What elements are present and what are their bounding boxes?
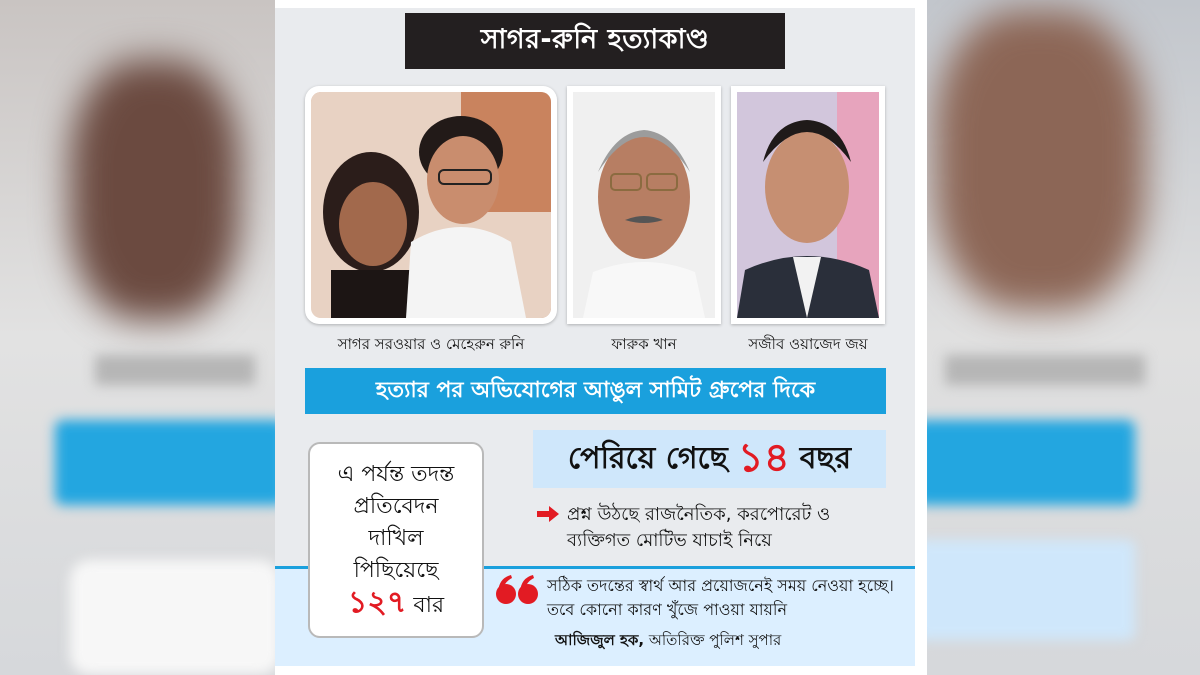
quote-speaker-name: আজিজুল হক, xyxy=(555,631,645,649)
blurred-banner xyxy=(915,420,1135,505)
stamp-line-3: দাখিল xyxy=(368,525,424,551)
summit-group-banner: হত্যার পর অভিযোগের আঙুল সামিট গ্রুপের দিকে xyxy=(305,368,886,414)
portrait-illustration xyxy=(737,92,879,318)
blurred-caption xyxy=(945,355,1145,385)
quote-mark-icon xyxy=(495,574,539,606)
years-prefix: পেরিয়ে গেছে xyxy=(567,440,728,476)
years-passed-box xyxy=(533,430,886,488)
question-note xyxy=(537,502,897,554)
photo-couple xyxy=(305,86,557,324)
years-suffix: বছর xyxy=(799,440,852,476)
couple-image xyxy=(311,92,551,318)
blurred-banner xyxy=(55,420,275,505)
portrait-illustration xyxy=(573,92,715,318)
blurred-background-right xyxy=(915,0,1200,675)
stamp-suffix: বার xyxy=(413,592,445,618)
postponed-count-stamp xyxy=(308,442,484,638)
caption-couple: সাগর সরওয়ার ও মেহেরুন রুনি xyxy=(337,335,525,353)
postponed-count: ১২৭ xyxy=(347,584,407,620)
blurred-background-left xyxy=(0,0,275,675)
question-text: প্রশ্ন উঠছে রাজনৈতিক, করপোরেট ও ব্যক্তিগত মোটিভ যাচাই নিয়ে xyxy=(567,504,831,551)
blurred-photo xyxy=(935,10,1145,310)
blurred-years-box xyxy=(915,540,1135,640)
years-count: ১৪ xyxy=(737,434,790,481)
stamp-line-1: এ পর্যন্ত তদন্ত xyxy=(337,461,455,487)
blurred-caption xyxy=(95,355,255,385)
official-quote xyxy=(495,574,895,622)
stamp-line-2: প্রতিবেদন xyxy=(353,493,439,519)
quote-speaker-role: অতিরিক্ত পুলিশ সুপার xyxy=(648,631,782,649)
quote-text: সঠিক তদন্তের স্বার্থ আর প্রয়োজনেই সময় নেওয়া হচ্ছে। তবে কোনো কারণ খুঁজে পাওয়া যায়নি xyxy=(547,576,894,619)
faruk-khan-image xyxy=(573,92,715,318)
photo-sajeeb-wazed-joy xyxy=(731,86,885,324)
caption-sajeeb-wazed-joy: সজীব ওয়াজেদ জয় xyxy=(748,335,868,353)
photo-faruk-khan xyxy=(567,86,721,324)
caption-faruk-khan: ফারুক খান xyxy=(611,335,677,353)
stamp-line-4: পিছিয়েছে xyxy=(353,557,439,583)
stamp-count-line xyxy=(347,584,445,622)
headline-title: সাগর-রুনি হত্যাকাণ্ড xyxy=(405,13,785,69)
couple-illustration xyxy=(311,92,551,318)
blurred-stamp xyxy=(70,560,275,675)
sajeeb-wazed-joy-image xyxy=(737,92,879,318)
blurred-photo xyxy=(70,60,240,320)
infographic-poster xyxy=(275,0,927,675)
arrow-icon xyxy=(537,506,559,522)
quote-attribution xyxy=(555,629,781,654)
